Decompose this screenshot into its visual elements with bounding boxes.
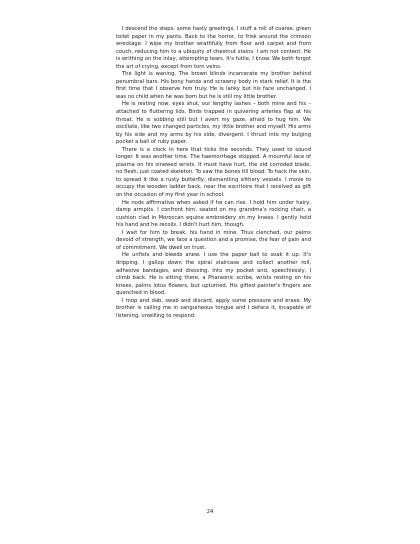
body-text [116, 26, 311, 320]
paragraph: He unfists and bleeds anew. I use the paper ball to soak it up. It's dripping. I gallop down the spiral staircase and collect another roll, adhesive bandages, and dressing. Into my pocket and, speechlessly, I climb back. He is sitting there, a Pharaonic scribe, wrists resting on his knees, palms lotus flowers, but upturned. His gifted painter's fingers are quenched in blood. [116, 252, 311, 297]
paragraph: He is resting now, eyes shut, our lengthy lashes – both mine and his – attached to fluttering lids. Birds trapped in quivering arteries flap at his throat. He is sobbing still but I avert my gaze, afraid to hug him. We oscillate, like two changed particles, my little brother and myself. His arms by his side and my arms by his side, divergent. I thrust into my bulging pocket a ball of ruby paper. [116, 101, 311, 146]
paragraph: He nods affirmative when asked if he can rise. I hold him under hairy, damp armpits. I confront him, seated on my grandma's rocking chair, a cushion clad in Moroccan equine embroidery on my knees. I gently hold his hand and he recoils. I didn't hurt him, though. [116, 199, 311, 229]
page-number: 24 [206, 509, 214, 515]
paragraph: I wait for him to break, his hand in mine. Thus clenched, our palms devoid of strength, we face a question and a promise, the fear of pain and of commitment. We dwell on trust. [116, 229, 311, 251]
paragraph: There is a clock in here that ticks the seconds. They used to sound longer. It was another time. The haemorrhage stopped. A mournful lace of plasma on his sinewed wrists. It must have hurt, the old corroded blade, no flesh, just coated skeleton. To saw the bones till blood. To hack the skin, to spread it like a rusty butterfly, dismantling slithery vessels. I move to occupy the wooden ladder back, near the escritoire that I received as gift on the occasion of my first year in school. [116, 146, 311, 199]
paragraph: The light is waning. The brown blinds incarcerate my brother behind penumbral bars. His bony hands and scrawny body in stark relief. It is the first time that I observe him truly. He is lanky but his face unchanged. I was no child when he was born but he is still my little brother. [116, 71, 311, 100]
paragraph: I mop and dab, swab and discard, apply some pressure and erase. My brother is calling me in sanguineous tongue and I deface it, incapable of listening, unwilling to respond. [116, 297, 311, 319]
paragraph: I descend the steps, some hasty greetings, I stuff a roll of coarse, green toilet paper in my pants. Back to the horror, to frisk around the crimson wreckage. I wipe my brother wrathfully from floor and carpet and from couch, reducing him to a ubiquity of chestnut stains. I am not content. He is writhing on the inlay, attempting tears. It's futile, I know. We both forgot the art of crying, except from torn veins. [116, 26, 311, 70]
